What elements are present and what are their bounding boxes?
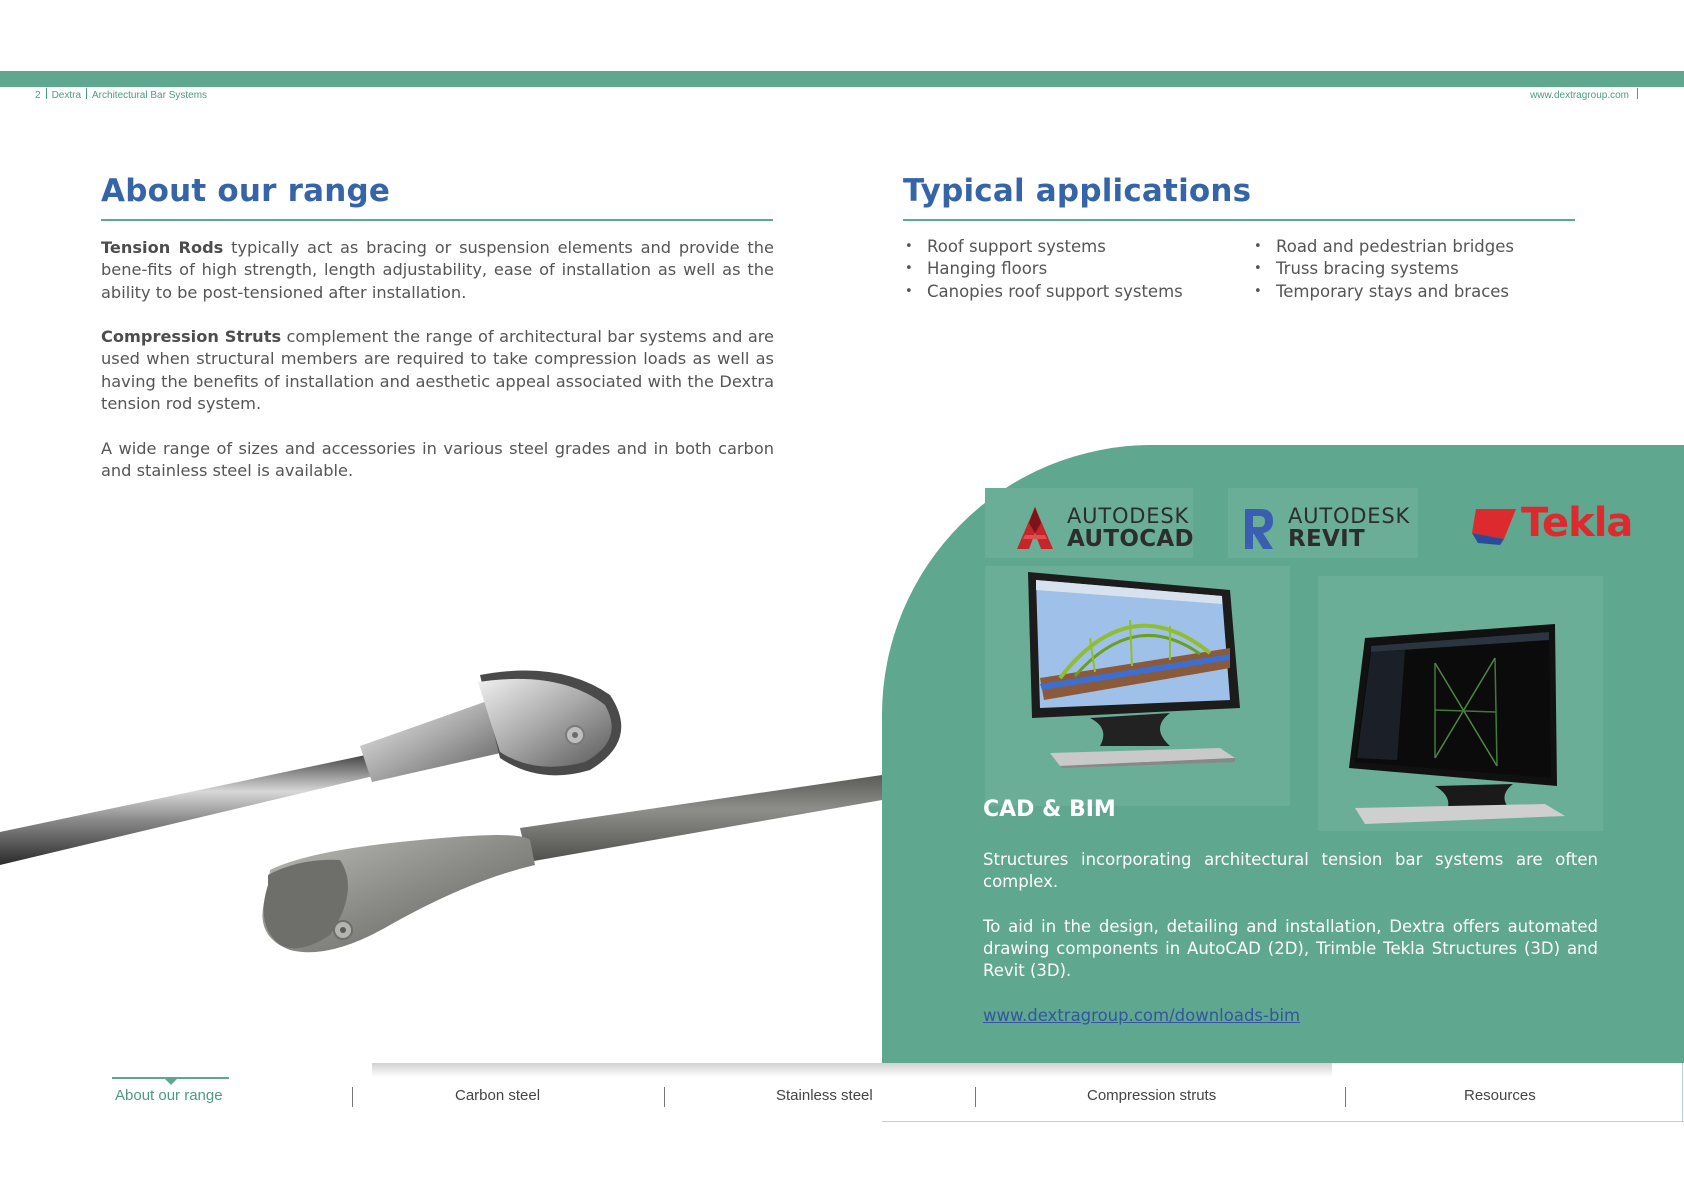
header-separator bbox=[46, 88, 47, 99]
cad-paragraph-link bbox=[983, 1005, 1598, 1027]
list-item: • Temporary stays and braces bbox=[1252, 281, 1514, 303]
list-item: • Hanging floors bbox=[903, 258, 1183, 280]
list-item: • Road and pedestrian bridges bbox=[1252, 236, 1514, 258]
monitor-bridge-illustration bbox=[1020, 568, 1250, 768]
applications-title: Typical applications bbox=[903, 173, 1252, 209]
autocad-logo: AUTODESK AUTOCAD bbox=[1067, 504, 1194, 552]
about-body bbox=[101, 237, 774, 505]
applications-list-col1 bbox=[903, 236, 1183, 303]
nav-tab-about-our-range[interactable]: About our range bbox=[115, 1087, 223, 1104]
revit-logo: AUTODESK REVIT bbox=[1288, 504, 1411, 552]
about-title: About our range bbox=[101, 173, 391, 209]
tension-rod-illustration bbox=[0, 640, 900, 980]
header-separator bbox=[1637, 88, 1638, 99]
header-brand: Dextra bbox=[51, 90, 82, 101]
list-item: • Roof support systems bbox=[903, 236, 1183, 258]
applications-list-col2 bbox=[1252, 236, 1514, 303]
nav-tab-carbon-steel[interactable]: Carbon steel bbox=[455, 1087, 541, 1104]
list-item: • Truss bracing systems bbox=[1252, 258, 1514, 280]
applications-title-rule bbox=[903, 219, 1575, 221]
nav-separator bbox=[352, 1087, 353, 1107]
nav-tab-resources[interactable]: Resources bbox=[1464, 1087, 1536, 1104]
about-title-rule bbox=[101, 219, 773, 221]
page-header-left bbox=[35, 88, 207, 101]
autocad-logo-icon bbox=[1015, 505, 1055, 551]
cad-bim-body bbox=[983, 849, 1598, 1050]
monitor-truss-illustration bbox=[1335, 618, 1575, 828]
revit-logo-icon bbox=[1241, 507, 1275, 551]
about-paragraph-tension-rods: Tension Rods typically act as bracing or suspension elements and provide the bene-fits of high strength, length adjustability, ease of installation as well as the ability to be post-tensioned after installation. bbox=[101, 238, 774, 302]
nav-active-arrow-icon bbox=[165, 1079, 177, 1085]
tekla-logo: Tekla bbox=[1521, 500, 1633, 546]
nav-separator bbox=[664, 1087, 665, 1107]
page-number: 2 bbox=[35, 90, 41, 101]
tekla-logo-icon bbox=[1468, 507, 1518, 547]
header-separator bbox=[86, 88, 87, 99]
header-website[interactable]: www.dextragroup.com bbox=[1530, 90, 1629, 101]
nav-tab-compression-struts[interactable]: Compression struts bbox=[1087, 1087, 1217, 1104]
top-accent-bar bbox=[0, 71, 1684, 87]
panel-shadow bbox=[372, 1063, 1332, 1077]
page-header-right bbox=[1530, 88, 1638, 101]
nav-separator bbox=[975, 1087, 976, 1107]
header-doc-title: Architectural Bar Systems bbox=[92, 90, 208, 101]
downloads-bim-link[interactable]: www.dextragroup.com/downloads-bim bbox=[983, 1006, 1301, 1026]
nav-separator bbox=[1345, 1087, 1346, 1107]
about-paragraph-compression-struts: Compression Struts complement the range of architectural bar systems and are used when structural members are required to take compression loads as well as having the benefits of installation and aesthetic appeal associated with the Dextra tension rod system. bbox=[101, 327, 774, 414]
nav-right-line bbox=[1682, 1063, 1683, 1122]
cad-bim-title: CAD & BIM bbox=[983, 797, 1116, 822]
nav-tab-stainless-steel[interactable]: Stainless steel bbox=[776, 1087, 873, 1104]
nav-bottom-line bbox=[882, 1121, 1684, 1122]
about-paragraph-range: A wide range of sizes and accessories in various steel grades and in both carbon and stainless steel is available. bbox=[101, 438, 774, 480]
list-item: • Canopies roof support systems bbox=[903, 281, 1183, 303]
cad-paragraph-2: To aid in the design, detailing and installation, Dextra offers automated drawing components in AutoCAD (2D), Trimble Tekla Structures (3D) and Revit (3D). bbox=[983, 916, 1598, 981]
cad-paragraph-1: Structures incorporating architectural tension bar systems are often complex. bbox=[983, 850, 1598, 892]
